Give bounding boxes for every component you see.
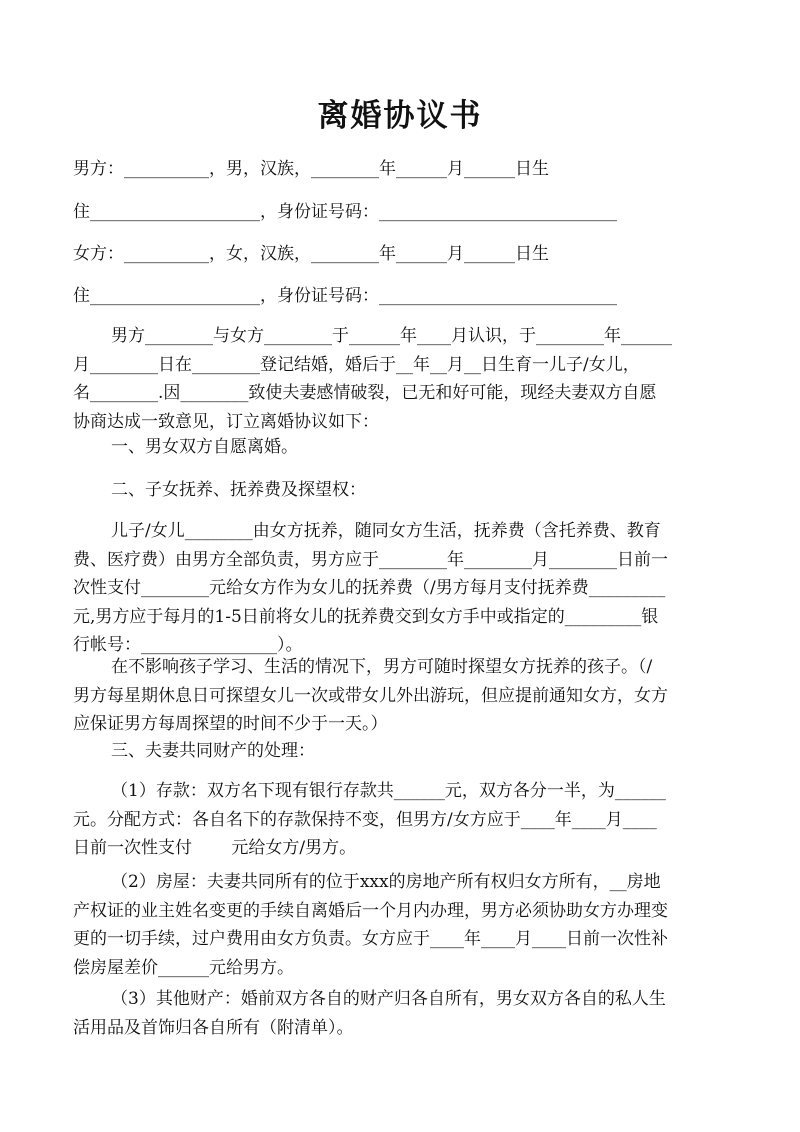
house-line: 产权证的业主姓名变更的手续自离婚后一个月内办理，男方必须协助女方办理变 (73, 900, 668, 921)
visitation-line: 应保证男方每周探望的时间不少于一天。） (73, 714, 388, 734)
intro-line: 男方________与女方________于______年____月认识，于________年______ (111, 326, 672, 346)
female-address-line: 住____________________，身份证号码：____________________________ (73, 286, 617, 306)
intro-line: 协商达成一致意见，订立离婚协议如下： (73, 411, 379, 432)
visitation-paragraph (73, 653, 731, 739)
other-property-line: （3）其他财产：婚前双方各自的财产归各自所有，男女双方各自的私人生 (111, 989, 666, 1009)
custody-line: 儿子/女儿________由女方抚养，随同女方生活，抚养费（含托养费、教育 (111, 521, 661, 541)
male-info-line: 男方：__________，男，汉族，________年______月______日生 (73, 159, 549, 179)
custody-paragraph (73, 517, 731, 660)
other-property-paragraph (73, 985, 731, 1042)
male-address-line: 住____________________，身份证号码：____________________________ (73, 202, 617, 222)
visitation-line: 男方每星期休息日可探望女儿一次或带女儿外出游玩，但应提前通知女方，女方 (73, 685, 668, 706)
intro-paragraph (73, 322, 731, 436)
custody-line: 元,男方应于每月的1-5日前将女儿的抚养费交到女方手中或指定的_________银 (73, 606, 659, 627)
intro-line: 名________.因________致使夫妻感情破裂，已无和好可能，现经夫妻双方自愿 (73, 383, 657, 403)
deposit-line: （1）存款：双方名下现有银行存款共______元，双方各分一半，为______ (111, 781, 666, 801)
intro-line: 月________日在________登记结婚，婚后于__年__月__日生育一儿子/女儿， (73, 354, 640, 375)
visitation-line: 在不影响孩子学习、生活的情况下，男方可随时探望女方抚养的孩子。（/ (111, 657, 653, 677)
section-1-heading: 一、男女双方自愿离婚。 (111, 437, 298, 457)
house-line: 更的一切手续，过户费用由女方负责。女方应于____年____月____日前一次性补 (73, 929, 668, 949)
section-2-heading: 二、子女抚养、抚养费及探望权： (111, 480, 366, 500)
custody-line: 费、医疗费）由男方全部负责，男方应于________年________月________日前一 (73, 549, 668, 570)
house-line: 偿房屋差价______元给男方。 (73, 957, 294, 978)
custody-line: 次性支付________元给女方作为女儿的抚养费（/男方每月支付抚养费_________ (73, 578, 666, 598)
deposit-paragraph (73, 777, 731, 863)
other-property-line: 活用品及首饰归各自所有（附清单）。 (73, 1017, 354, 1038)
deposit-line: 元。分配方式：各自名下的存款保持不变，但男方/女方应于____年____月____ (73, 809, 657, 830)
section-3-heading: 三、夫妻共同财产的处理： (111, 741, 315, 761)
female-info-line: 女方：__________，女，汉族，________年______月______日生 (73, 244, 549, 264)
deposit-line: 日前一次性支付 元给女方/男方。 (73, 838, 357, 858)
house-paragraph (73, 868, 731, 982)
document-title: 离婚协议书 (317, 98, 483, 134)
house-line: （2）房屋：夫妻共同所有的位于xxx的房地产所有权归女方所有，__房地 (111, 872, 661, 892)
custody-line: 行帐号：________________）。 (73, 635, 303, 655)
